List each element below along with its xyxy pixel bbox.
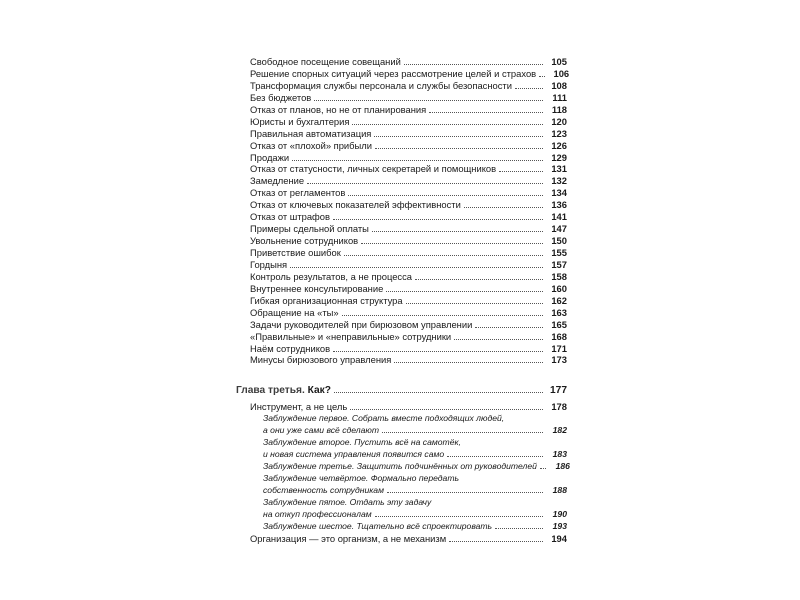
toc-entry [236, 163, 567, 175]
dot-leader [307, 183, 543, 184]
toc-entry-title: Обращение на «ты» [250, 306, 339, 318]
dot-leader [350, 409, 543, 410]
toc-entry-title: «Правильные» и «неправильные» сотрудники [250, 330, 452, 342]
dot-leader [449, 541, 543, 542]
misconception-entry [236, 497, 567, 521]
toc-entry-page: 155 [551, 247, 567, 258]
toc-entry-page: 106 [553, 67, 570, 79]
chapter-heading [236, 384, 567, 397]
dot-leader [342, 315, 543, 316]
misconception-line1: Заблуждение четвёртое. Формально передать [263, 473, 459, 483]
toc-entry-page: 120 [551, 115, 567, 127]
toc-entry-title: Инструмент, а не цель [250, 401, 348, 413]
toc-entry-title: Без бюджетов [250, 91, 312, 103]
dot-leader [375, 516, 543, 517]
misconception-entry [236, 413, 567, 437]
dot-leader [382, 432, 543, 433]
dot-leader [406, 303, 543, 304]
toc-entry-title: Организация — это организм, а не механизм [250, 532, 447, 544]
dot-leader [387, 492, 543, 493]
toc-entry-title: Трансформация службы персонала и службы безопасности [250, 79, 512, 91]
toc-entry-title: Внутреннее консультирование [250, 282, 384, 294]
toc-entry [236, 211, 567, 223]
dot-leader [344, 255, 543, 256]
toc-entry [236, 271, 567, 283]
toc-entry-page: 160 [551, 282, 567, 294]
dot-leader [475, 327, 543, 328]
chapter-page-number: 177 [550, 385, 567, 397]
toc-entry-title: Гордыня [250, 258, 288, 270]
dot-leader [394, 362, 543, 363]
misconception-line2-row [263, 485, 567, 497]
toc-entry-page: 131 [551, 163, 567, 175]
toc-entry-page: 194 [551, 532, 567, 544]
toc-entry-title: Отказ от «плохой» прибыли [250, 139, 372, 151]
toc-entry-title: Контроль результатов, а не процесса [250, 270, 413, 282]
toc-entry [236, 247, 567, 259]
misconception-entry [236, 521, 567, 533]
toc-entry [236, 80, 567, 92]
misconception-line1: Заблуждение пятое. Отдать эту задачу [263, 496, 432, 507]
toc-entry-page: 150 [551, 235, 567, 247]
misconception-page: 190 [552, 508, 567, 519]
misconception-line2-row [263, 425, 567, 437]
toc-entry-title: Наём сотрудников [250, 342, 331, 354]
toc-entry [236, 92, 567, 104]
toc-entry-page: 158 [551, 270, 567, 282]
misconception-entry [236, 473, 567, 497]
toc-entry [236, 140, 567, 152]
misconception-page: 186 [555, 461, 570, 472]
toc-entry-page: 129 [551, 151, 567, 163]
toc-entry-title: Примеры сдельной оплаты [250, 223, 369, 235]
misconception-line2: а они уже сами всё сделают [263, 425, 379, 436]
toc-entry-title: Решение спорных ситуаций через рассмотрение целей и страхов [250, 67, 537, 79]
toc-entry [236, 56, 567, 68]
toc-entry-page: 108 [551, 79, 567, 91]
toc-entry-page: 162 [551, 294, 567, 306]
misconception-page: 188 [552, 484, 567, 495]
toc-entry [236, 67, 570, 80]
misconception-line1: Заблуждение второе. Пустить всё на самотёк, [263, 437, 461, 448]
toc-entry-page: 168 [551, 330, 567, 342]
dot-leader [415, 279, 543, 280]
dot-leader [540, 468, 546, 469]
dot-leader [333, 351, 543, 352]
dot-leader [499, 171, 543, 172]
dot-leader [404, 64, 543, 65]
toc-entry-title: Задачи руководителей при бирюзовом управлении [250, 318, 473, 330]
toc-entry-page: 118 [551, 103, 567, 115]
dot-leader [348, 195, 543, 196]
dot-leader [454, 339, 543, 340]
dot-leader [361, 243, 543, 244]
toc-entry-page: 157 [551, 258, 567, 270]
dot-leader [429, 112, 543, 113]
toc-entry [236, 319, 567, 331]
toc-entry-title: Отказ от планов, но не от планирования [250, 103, 427, 115]
toc-entry [236, 223, 567, 235]
dot-leader [375, 148, 543, 149]
toc-entry-page: 163 [551, 306, 567, 318]
misconception-line2-row [263, 521, 567, 533]
misconception-entry [236, 461, 570, 473]
toc-entry-page: 178 [551, 401, 567, 413]
dot-leader [464, 207, 543, 208]
toc-entry [236, 343, 567, 355]
toc-entry-page: 173 [551, 354, 567, 366]
dot-leader [352, 124, 543, 125]
dot-leader [333, 219, 543, 220]
toc-entry-page: 141 [551, 211, 567, 223]
dot-leader [334, 392, 543, 393]
toc-entry-title: Отказ от штрафов [250, 211, 330, 223]
toc-entry [236, 199, 567, 211]
chapter-label: Глава третья. [236, 385, 305, 397]
dot-leader [386, 291, 543, 292]
toc-entry-title: Отказ от регламентов [250, 187, 346, 199]
toc-entry-title: Юристы и бухгалтерия [250, 115, 350, 127]
toc-entry [236, 283, 567, 295]
section-entries [236, 56, 570, 366]
misconception-line2: Заблуждение третье. Защитить подчинённых от руководителей [263, 461, 537, 472]
toc-entry [236, 307, 567, 319]
misconception-line2-row [263, 449, 567, 461]
misconception-line1: Заблуждение первое. Собрать вместе подходящих людей, [263, 413, 505, 424]
toc-entry-title: Свободное посещение совещаний [250, 56, 401, 67]
toc-entry-page: 171 [551, 342, 567, 354]
toc-entry-page: 147 [551, 223, 567, 235]
misconception-line2-row [263, 509, 567, 521]
toc-entry-title: Гибкая организационная структура [250, 294, 403, 306]
toc-entry [236, 104, 567, 116]
toc-entry-title: Увольнение сотрудников [250, 235, 359, 247]
toc-entry-title: Замедление [250, 175, 305, 187]
toc-entry [236, 259, 567, 271]
misconception-line2-row [263, 461, 570, 473]
toc-entry [236, 401, 567, 413]
toc-entry-page: 123 [551, 127, 567, 139]
dot-leader [374, 136, 543, 137]
toc-entry-title: Приветствие ошибок [250, 247, 341, 258]
toc-entry-page: 111 [552, 91, 567, 103]
toc-entry [236, 128, 567, 140]
toc-entry-page: 165 [551, 318, 567, 330]
table-of-contents [236, 56, 570, 545]
toc-entry [236, 175, 567, 187]
toc-entry-title: Отказ от статусности, личных секретарей и помощников [250, 163, 497, 175]
toc-entry-title: Минусы бирюзового управления [250, 354, 392, 366]
dot-leader [314, 100, 543, 101]
dot-leader [515, 88, 543, 89]
toc-entry [236, 235, 567, 247]
dot-leader [495, 528, 543, 529]
dot-leader [372, 231, 543, 232]
misconception-entries [236, 413, 570, 532]
misconception-page: 182 [552, 425, 567, 436]
dot-leader [290, 267, 543, 268]
chapter-title [236, 384, 331, 397]
misconception-line2: собственность сотрудникам [263, 484, 384, 495]
toc-entry-title: Продажи [250, 151, 290, 163]
misconception-page: 193 [552, 520, 567, 531]
toc-entry-page: 136 [551, 199, 567, 211]
dot-leader [447, 456, 543, 457]
toc-entry [236, 354, 567, 366]
toc-entry-page: 126 [551, 139, 567, 151]
toc-entry-title: Отказ от ключевых показателей эффективности [250, 199, 461, 211]
toc-entry [236, 116, 567, 128]
dot-leader [292, 160, 543, 161]
toc-entry [236, 331, 567, 343]
toc-entry [236, 295, 567, 307]
toc-entry-page: 105 [551, 56, 567, 67]
dot-leader [539, 76, 545, 77]
chapter-name: Как? [307, 385, 331, 397]
misconception-entry [236, 437, 567, 461]
misconception-line2: и новая система управления появится само [263, 449, 445, 460]
toc-entry [236, 152, 567, 164]
toc-entry-page: 134 [551, 187, 567, 199]
toc-entry [236, 533, 567, 545]
toc-entry-title: Правильная автоматизация [250, 127, 372, 139]
toc-entry-page: 132 [551, 175, 567, 187]
misconception-page: 183 [552, 449, 567, 460]
misconception-line2: Заблуждение шестое. Тщательно всё спроектировать [263, 520, 493, 531]
toc-entry [236, 187, 567, 199]
misconception-line2: на откуп профессионалам [263, 508, 372, 519]
